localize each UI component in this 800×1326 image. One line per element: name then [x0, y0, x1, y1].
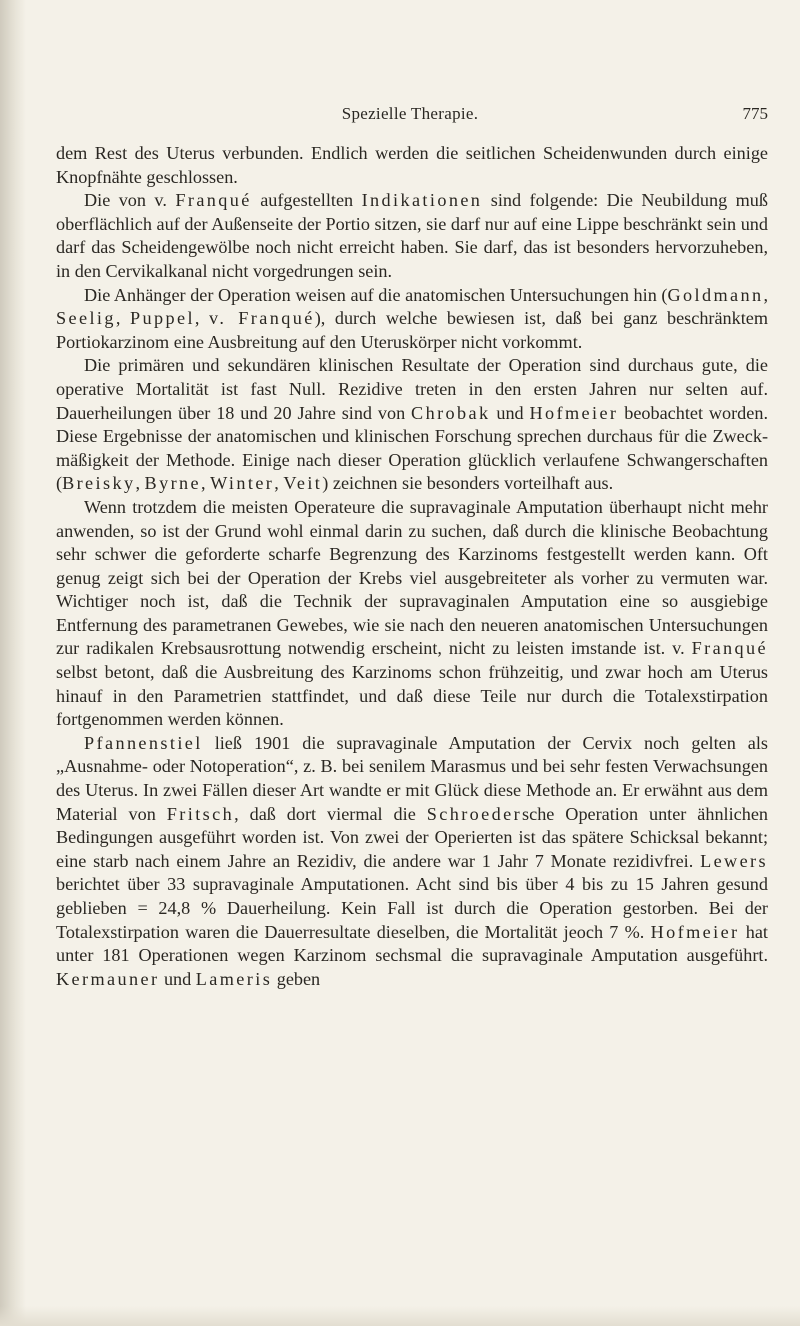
- spaced-name: Franqué: [691, 638, 768, 659]
- paragraph-text: ,: [194, 308, 210, 329]
- paragraph-text: ,: [135, 473, 145, 494]
- spaced-name: Indikationen: [361, 190, 483, 211]
- paragraph-5: [56, 496, 768, 732]
- paragraph-text: Die Anhänger der Operation weisen auf die anatomischen Untersuchungen hin (: [84, 284, 668, 305]
- paragraph-text: ) zeichnen sie besonders vorteilhaft aus.: [322, 473, 614, 494]
- paragraph-2: [56, 189, 768, 283]
- spaced-name: Kermauner: [56, 968, 160, 989]
- spaced-name: Lewers: [700, 850, 768, 871]
- paragraph-text: Die von v.: [84, 190, 176, 211]
- spaced-name: Goldmann: [667, 284, 764, 305]
- page-gutter-shadow: [0, 0, 26, 1326]
- running-title: Spezielle Therapie.: [341, 104, 479, 123]
- paragraph-text: beobachtet worden. Diese Ergebnisse der anatomischen und klinischen Forschung sprechen durchaus für die Zweckmäßigkeit der Methode. Einige nach dieser Operation glücklich verlaufene Schwangerschaften (: [56, 402, 768, 494]
- paragraph-text: dem Rest des Uterus verbunden. Endlich werden die seitlichen Scheidenwunden durch einige Knopfnähte geschlossen.: [56, 143, 768, 187]
- paragraph-text: und: [490, 402, 530, 423]
- paragraph-text: ,: [201, 473, 211, 494]
- spaced-name: Schroeder: [426, 803, 523, 824]
- paragraph-text: ,: [115, 308, 130, 329]
- paragraph-6: [56, 732, 768, 992]
- page-header: [52, 104, 768, 128]
- paragraph-text: sche Operation unter ähnlichen Bedingungen ausgeführt worden ist. Von zwei der Operierten ist das spätere Schicksal bekannt; eine starb nach einem Jahre an Rezidiv, die andere war 1 Jahr 7 Monate rezidivfrei.: [56, 803, 768, 871]
- spaced-name: v. Franqué: [209, 308, 315, 329]
- spaced-name: Veit: [283, 473, 323, 494]
- paragraph-text: ,: [274, 473, 284, 494]
- paragraph-text: selbst betont, daß die Ausbreitung des Karzinoms schon frühzeitig, und zwar hoch am Uterus hinauf in den Parametrien stattfindet, und daß diese Teile nur durch die Totalexstirpation fortgenommen werden können.: [56, 662, 768, 730]
- spaced-name: Seelig: [56, 308, 116, 329]
- paragraph-text: ließ 1901 die supravaginale Amputation der Cervix noch gelten als „Ausnahme- oder Notoperation“, z. B. bei senilem Marasmus und bei sehr festen Verwachsungen des Uterus. In zwei Fällen dieser Art wandte er mit Glück diese Methode an. Er erwähnt aus dem Material von: [56, 732, 768, 824]
- paragraph-text: ), durch welche bewiesen ist, daß bei ganz beschränktem Portiokarzinom eine Ausbreitung auf den Uteruskörper nicht vorkommt.: [56, 308, 769, 352]
- paragraph-1: [56, 142, 768, 189]
- spaced-name: Hofmeier: [529, 402, 619, 423]
- paragraph-4: [56, 354, 768, 496]
- paragraph-text: , daß dort viermal die: [234, 803, 427, 824]
- spaced-name: Winter: [210, 473, 275, 494]
- spaced-name: Puppel: [130, 308, 195, 329]
- spaced-name: Franqué: [175, 190, 252, 211]
- paragraph-text: sind folgende: Die Neubildung muß oberflächlich auf der Außenseite der Portio sitzen, sie darf nur auf eine Lippe beschränkt sein und darf das Scheidengewölbe noch nicht erreicht haben. Sie darf, das ist besonders hervorzuheben, in den Cervikalkanal nicht vorgedrungen sein.: [56, 190, 768, 281]
- spaced-name: Breisky: [62, 473, 136, 494]
- paragraph-text: ,: [763, 284, 768, 305]
- page-number: 775: [742, 104, 768, 123]
- paragraph-text: Die primären und sekundären klinischen Resultate der Operation sind durchaus gute, die operative Mortalität ist fast Null. Rezidive treten in den ersten Jahren nur selten auf. Dauerheilungen über 18 und 20 Jahre sind von: [56, 355, 768, 423]
- paragraph-text: berichtet über 33 supravaginale Amputationen. Acht sind bis über 4 bis zu 15 Jahren gesund geblieben = 24,8 % Dauerheilung. Kein Fall ist durch die Operation gestorben. Bei der Totalexstirpation waren die Dauerresultate dieselben, die Mortalität jeoch 7 %.: [56, 874, 768, 942]
- spaced-name: Pfannenstiel: [84, 732, 203, 753]
- paragraph-text: Wenn trotzdem die meisten Operateure die supravaginale Amputation überhaupt nicht mehr anwenden, so ist der Grund wohl einmal darin zu suchen, daß durch die klinische Beobachtung sehr schwer die geforderte scharfe Begrenzung des Karzinoms festgestellt werden kann. Oft genug zeigt sich bei der Operation der Krebs viel ausgebreiteter als vorher zu vermuten war. Wichtiger noch ist, daß die Technik der supravaginalen Amputation eine so ausgiebige Entfernung des parametranen Gewebes, wie sie nach den neueren anatomischen Untersuchungen zur radikalen Krebsausrottung notwendig erscheint, nicht zu leisten imstande ist. v.: [56, 496, 768, 659]
- spaced-name: Chrobak: [411, 402, 491, 423]
- paragraph-text: hat unter 181 Operationen wegen Karzinom sechsmal die supravaginale Amputation ausgeführt.: [56, 921, 768, 966]
- page-bottom-edge: [0, 1306, 800, 1326]
- body-text: [56, 142, 768, 991]
- paragraph-text: und: [159, 968, 196, 989]
- paragraph-text: aufgestellten: [251, 190, 362, 211]
- spaced-name: Lameris: [195, 968, 273, 989]
- spaced-name: Fritsch: [166, 803, 235, 824]
- paragraph-3: [56, 284, 768, 355]
- paragraph-text: geben: [272, 968, 321, 989]
- spaced-name: Hofmeier: [650, 921, 740, 942]
- spaced-name: Byrne: [144, 473, 201, 494]
